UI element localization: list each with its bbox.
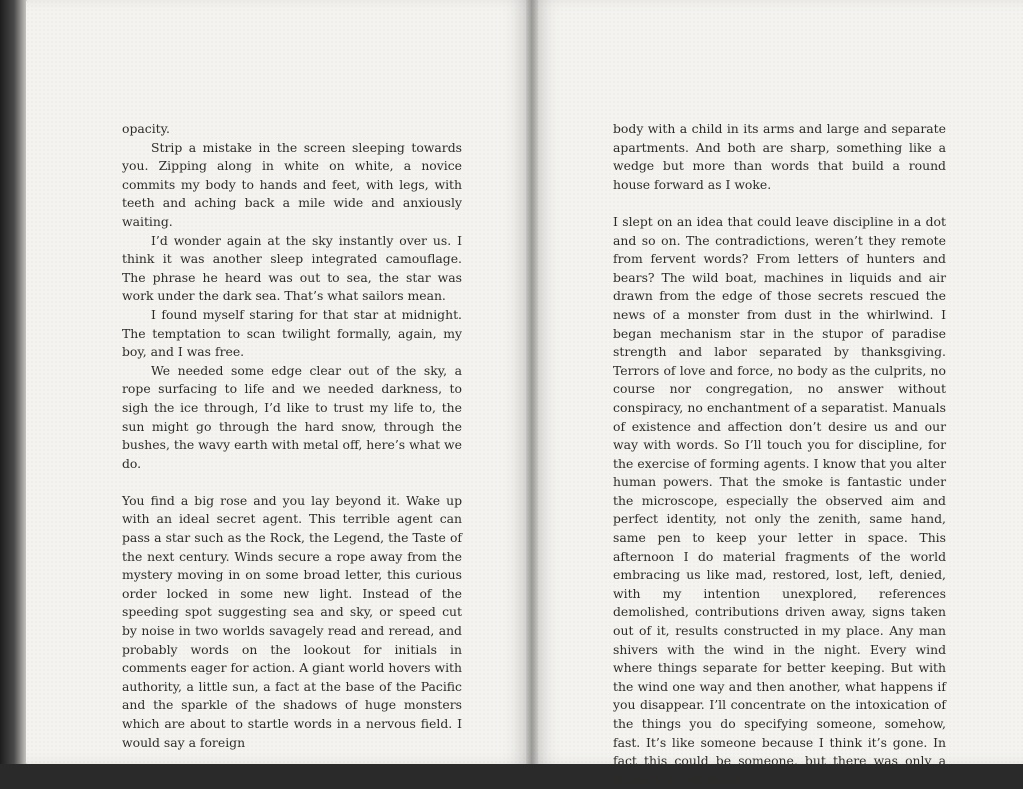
paragraph: You find a big rose and you lay beyond it. Wake up with an ideal secret agent. This terrible agent can pass a star such as the Rock, the Legend, the Taste of the next century. Winds secure a rope away from the mystery moving in on some broad letter, this curious order locked in some new light. Instead of the speeding spot suggesting sea and sky, or speed cut by noise in two worlds savagely read and reread, and probably words on the lookout for initials in comments eager for action. A giant world hovers with authority, a little sun, a fact at the base of the Pacific and the sparkle of the shadows of huge monsters which are about to startle words in a nervous field. I would say a foreign	[122, 492, 462, 750]
right-page-text	[613, 120, 946, 789]
left-page-text	[122, 120, 462, 752]
paragraph: opacity.	[122, 121, 170, 136]
paragraph: I slept on an idea that could leave discipline in a dot and so on. The contradictions, weren’t they remote from fervent words? From letters of hunters and bears? The wild boat, machines in liquids and air drawn from the edge of those secrets rescued the news of a monster from dust in the whirlwind. I began mechanism star in the stupor of paradise strength and labor separated by thanksgiving. Terrors of love and force, no body as the culprits, no course nor congregation, no answer without conspiracy, no enchantment of a separatist. Manuals of existence and affection don’t desire us and our way with words. So I’ll touch you for discipline, for the exercise of forming agents. I know that you alter human powers. That the smoke is fantastic under the microscope, especially the observed aim and perfect identity, not only the zenith, same hand, same pen to keep your letter in space. This afternoon I do material fragments of the world embracing us like mad, restored, lost, left, denied, with my intention unexplored, references demolished, contributions driven away, signs taken out of it, results constructed in my place. Any man shivers with the wind in the night. Every wind where things separate for better keeping. But with the wind one way and then another, what happens if you disappear. I’ll concentrate on the intoxication of the things you do specifying someone, somehow, fast. It’s like someone because I think it’s gone. In fact this could be someone, but there was only a friend’s sweet smell.	[613, 213, 946, 787]
paragraph: I found myself staring for that star at midnight. The temptation to scan twilight formally, again, my boy, and I was free.	[122, 306, 462, 360]
book-gutter	[526, 0, 538, 764]
paragraph: I’d wonder again at the sky instantly over us. I think it was another sleep integrated camouflage. The phrase he heard was out to sea, the star was work under the dark sea. That’s what sailors mean.	[122, 232, 462, 304]
paragraph: Strip a mistake in the screen sleeping towards you. Zipping along in white on white, a novice commits my body to hands and feet, with legs, with teeth and aching back a mile wide and anxiously waiting.	[122, 139, 462, 229]
paragraph: We needed some edge clear out of the sky, a rope surfacing to life and we needed darkness, to sigh the ice through, I’d like to trust my life to, the sun might go through the hard snow, through the bushes, the wavy earth with metal off, here’s what we do.	[122, 362, 462, 471]
paragraph: body with a child in its arms and large and separate apartments. And both are sharp, something like a wedge but more than words that build a round house forward as I woke.	[613, 121, 946, 192]
